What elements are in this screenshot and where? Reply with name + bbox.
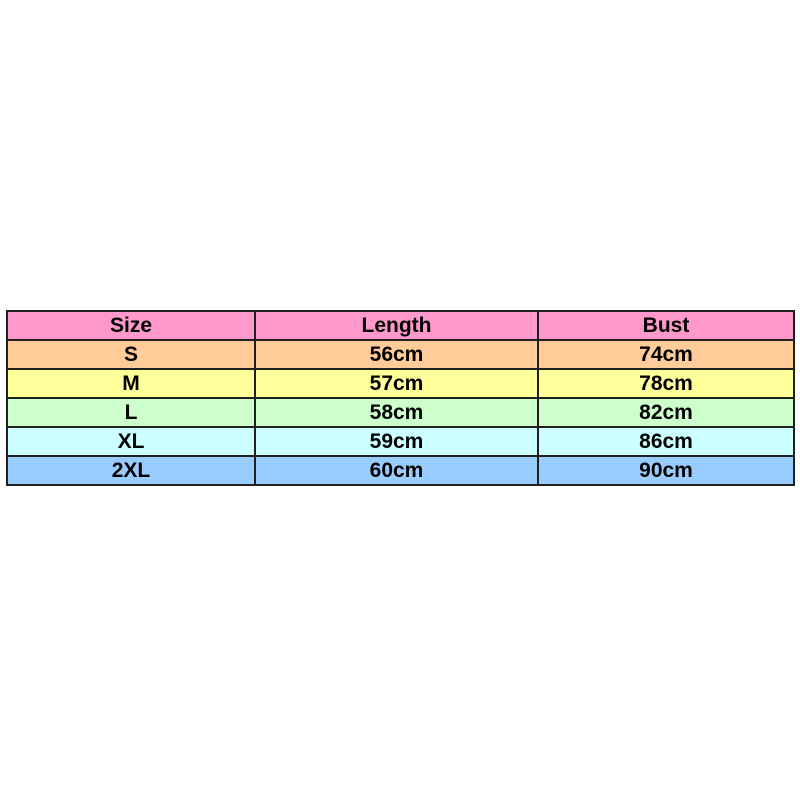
cell-length: 58cm — [255, 398, 538, 427]
cell-bust: 82cm — [538, 398, 794, 427]
table-row-s — [7, 340, 794, 369]
column-header-bust: Bust — [538, 311, 794, 340]
column-header-size: Size — [7, 311, 255, 340]
cell-length: 59cm — [255, 427, 538, 456]
cell-size: S — [7, 340, 255, 369]
table-row-2xl — [7, 456, 794, 485]
cell-length: 56cm — [255, 340, 538, 369]
table-row-m — [7, 369, 794, 398]
table-row-l — [7, 398, 794, 427]
cell-length: 60cm — [255, 456, 538, 485]
cell-bust: 86cm — [538, 427, 794, 456]
table-row-xl — [7, 427, 794, 456]
column-header-length: Length — [255, 311, 538, 340]
cell-bust: 74cm — [538, 340, 794, 369]
cell-size: 2XL — [7, 456, 255, 485]
cell-bust: 78cm — [538, 369, 794, 398]
cell-bust: 90cm — [538, 456, 794, 485]
header-row — [7, 311, 794, 340]
cell-size: L — [7, 398, 255, 427]
size-chart-table — [6, 310, 795, 486]
cell-size: M — [7, 369, 255, 398]
cell-size: XL — [7, 427, 255, 456]
cell-length: 57cm — [255, 369, 538, 398]
